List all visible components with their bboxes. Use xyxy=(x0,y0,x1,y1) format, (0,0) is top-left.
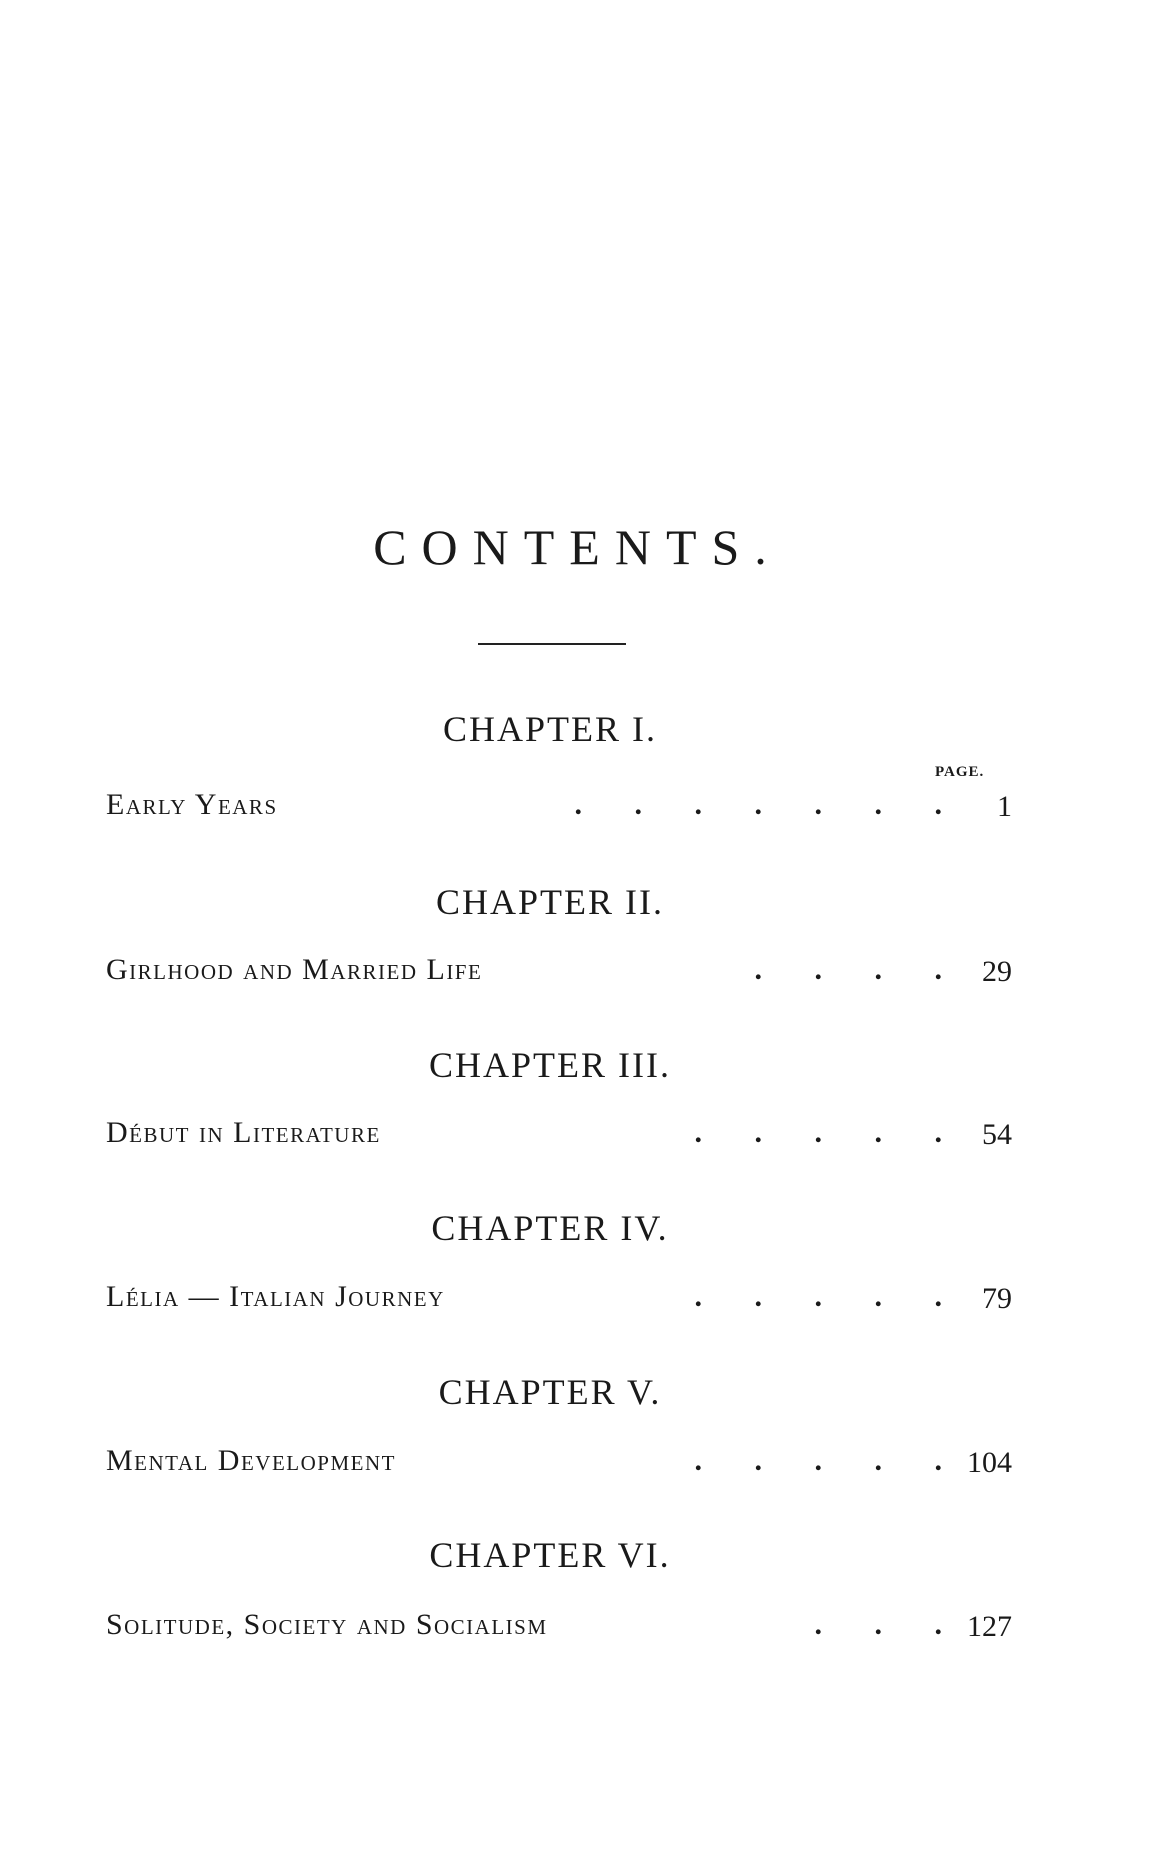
entry-leader-dots: . . . . xyxy=(754,953,942,986)
entry-title: Solitude, Society and Socialism xyxy=(106,1608,548,1641)
entry-leader-dots: . . . . . xyxy=(694,1280,942,1313)
toc-entry xyxy=(106,1116,1012,1166)
entry-leader-dots: . . . . . xyxy=(694,1116,942,1149)
toc-entry xyxy=(106,1444,1012,1494)
page-title: CONTENTS. xyxy=(373,519,782,575)
chapter-heading: CHAPTER V. xyxy=(438,1372,662,1412)
chapter-heading: CHAPTER II. xyxy=(436,882,664,922)
entry-page-number: 29 xyxy=(982,955,1012,988)
chapter-heading: CHAPTER IV. xyxy=(431,1208,669,1248)
entry-title: Début in Literature xyxy=(106,1116,381,1149)
entry-leader-dots: . . . xyxy=(814,1608,942,1641)
toc-entry xyxy=(106,953,1012,1003)
chapter-heading: CHAPTER I. xyxy=(442,709,657,749)
entry-title: Girlhood and Married Life xyxy=(106,953,483,986)
toc-entry xyxy=(106,788,1012,838)
page-column-label: PAGE. xyxy=(935,764,985,780)
toc-entry xyxy=(106,1280,1012,1330)
entry-page-number: 127 xyxy=(967,1610,1012,1643)
entry-title: Lélia — Italian Journey xyxy=(106,1280,445,1313)
entry-page-number: 54 xyxy=(982,1118,1012,1151)
entry-page-number: 1 xyxy=(997,790,1012,823)
title-rule xyxy=(478,643,626,645)
entry-page-number: 104 xyxy=(967,1446,1012,1479)
entry-leader-dots: . . . . . . . xyxy=(574,788,942,821)
chapter-heading: CHAPTER VI. xyxy=(429,1535,671,1575)
entry-leader-dots: . . . . . xyxy=(694,1444,942,1477)
toc-entry xyxy=(106,1608,1012,1658)
entry-page-number: 79 xyxy=(982,1282,1012,1315)
entry-title: Early Years xyxy=(106,788,278,821)
chapter-heading: CHAPTER III. xyxy=(429,1045,671,1085)
entry-title: Mental Development xyxy=(106,1444,396,1477)
